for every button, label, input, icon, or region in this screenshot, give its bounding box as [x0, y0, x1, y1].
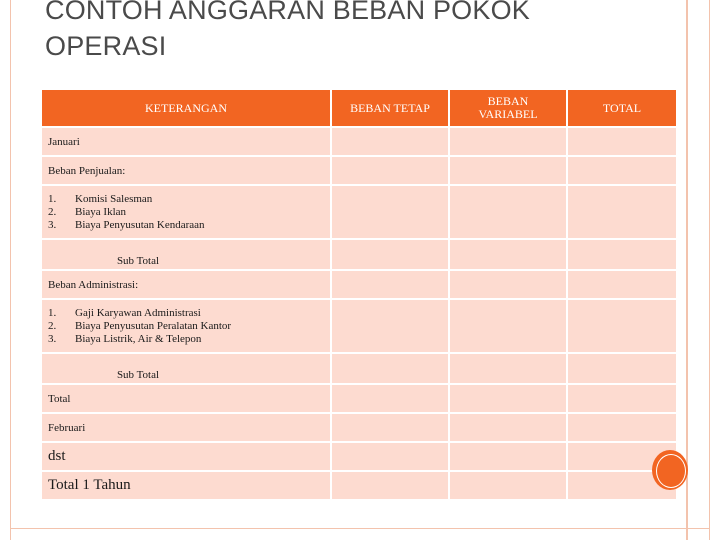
cell-empty [331, 413, 449, 442]
decorative-circle [652, 450, 688, 490]
cell-empty [331, 185, 449, 239]
table-row [41, 471, 677, 500]
table-row [41, 353, 677, 384]
row-sub-total-penjualan: Sub Total [41, 239, 331, 270]
administrasi-item-list [48, 307, 330, 346]
cell-empty [567, 127, 677, 156]
header-beban-variabel [449, 89, 567, 127]
penjualan-item-list [48, 193, 330, 232]
table-row [41, 384, 677, 413]
list-item: 3. Biaya Penyusutan Kendaraan [48, 218, 205, 231]
cell-empty [331, 471, 449, 500]
row-total: Total [41, 384, 331, 413]
list-item: 1. Komisi Salesman [48, 192, 153, 205]
row-februari: Februari [41, 413, 331, 442]
row-sub-total-administrasi: Sub Total [41, 353, 331, 384]
cell-empty [331, 156, 449, 185]
table-row [41, 185, 677, 239]
cell-empty [449, 353, 567, 384]
slide-title-line-1: CONTOH ANGGARAN BEBAN POKOK [45, 0, 531, 25]
frame-right-band [686, 0, 688, 540]
budget-table [40, 88, 678, 501]
table-row [41, 127, 677, 156]
list-item: 1. Gaji Karyawan Administrasi [48, 306, 201, 319]
table-row [41, 156, 677, 185]
cell-empty [331, 353, 449, 384]
header-beban-variabel-line-1: BEBAN [487, 94, 529, 108]
frame-bottom-line [10, 528, 710, 529]
cell-empty [449, 270, 567, 299]
cell-empty [567, 384, 677, 413]
cell-empty [449, 156, 567, 185]
cell-empty [449, 442, 567, 471]
cell-empty [449, 127, 567, 156]
cell-empty [449, 413, 567, 442]
row-total-1-tahun: Total 1 Tahun [41, 471, 331, 500]
table-row [41, 442, 677, 471]
cell-empty [567, 270, 677, 299]
cell-empty [449, 471, 567, 500]
cell-empty [331, 442, 449, 471]
frame-right-line [709, 0, 710, 540]
cell-empty [567, 156, 677, 185]
cell-empty [567, 413, 677, 442]
cell-empty [331, 299, 449, 353]
list-item: 2. Biaya Penyusutan Peralatan Kantor [48, 319, 232, 332]
header-keterangan: KETERANGAN [41, 89, 331, 127]
cell-empty [331, 270, 449, 299]
cell-empty [567, 185, 677, 239]
header-total: TOTAL [567, 89, 677, 127]
row-beban-administrasi: Beban Administrasi: [41, 270, 331, 299]
cell-empty [567, 353, 677, 384]
table-row [41, 239, 677, 270]
list-item: 3. Biaya Listrik, Air & Telepon [48, 332, 202, 345]
cell-empty [567, 239, 677, 270]
table-row [41, 299, 677, 353]
cell-empty [449, 384, 567, 413]
cell-empty [331, 384, 449, 413]
row-januari: Januari [41, 127, 331, 156]
row-beban-penjualan: Beban Penjualan: [41, 156, 331, 185]
cell-empty [449, 299, 567, 353]
cell-empty [331, 239, 449, 270]
cell-empty [449, 185, 567, 239]
slide-title [45, 0, 665, 64]
cell-empty [449, 239, 567, 270]
row-administrasi-items [41, 299, 331, 353]
cell-empty [567, 299, 677, 353]
row-dst: dst [41, 442, 331, 471]
header-beban-tetap: BEBAN TETAP [331, 89, 449, 127]
table-row [41, 270, 677, 299]
header-beban-variabel-line-2: VARIABEL [478, 107, 538, 121]
frame-left-line [10, 0, 11, 540]
table-header-row [41, 89, 677, 127]
table-row [41, 413, 677, 442]
row-penjualan-items [41, 185, 331, 239]
slide-title-line-2: OPERASI [45, 31, 167, 61]
cell-empty [331, 127, 449, 156]
list-item: 2. Biaya Iklan [48, 205, 127, 218]
